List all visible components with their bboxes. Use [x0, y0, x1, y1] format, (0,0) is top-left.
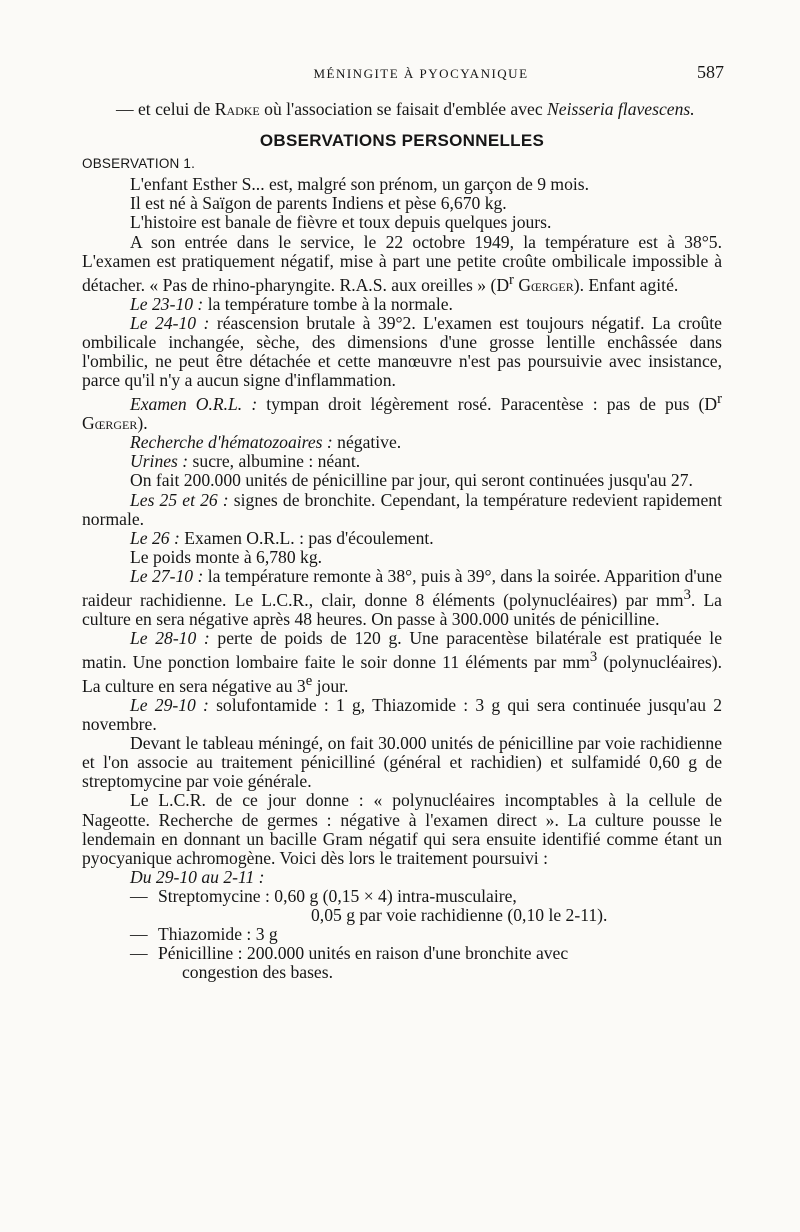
paragraph-1: L'enfant Esther S... est, malgré son prénom, un garçon de 9 mois.	[130, 174, 590, 195]
dash-mark: —	[130, 924, 148, 945]
date-lead: Les 25 et 26 :	[130, 489, 229, 510]
text-column	[82, 100, 722, 982]
species-name: Neisseria flavescens.	[547, 99, 695, 119]
treatment-text: Streptomycine : 0,60 g (0,15 × 4) intra-musculaire,	[158, 885, 517, 906]
page-number: 587	[697, 62, 724, 82]
paragraph-5	[82, 295, 722, 314]
paragraph-14	[82, 567, 722, 629]
paragraph-2: Il est né à Saïgon de parents Indiens et pèse 6,670 kg.	[130, 193, 507, 214]
paragraph-6	[82, 314, 722, 390]
paragraph-19	[82, 868, 722, 887]
intro-text-b: où l'association se faisait d'emblée avec	[259, 99, 543, 119]
paragraph-4	[82, 233, 722, 295]
paragraph-9	[82, 452, 722, 471]
paragraph-15-sup: 3	[589, 649, 598, 666]
paragraph-13: Le poids monte à 6,780 kg.	[130, 546, 323, 567]
exam-lead: Urines :	[130, 451, 189, 472]
paragraph-17: Devant le tableau méningé, on fait 30.000 unités de pénicilline par voie rachidienne et l'on associe au traitement pénicilliné (général et rachidien) et sulfamidé 0,60 g de streptomycine par voie générale.	[82, 733, 722, 792]
paragraph-6-text: réascension brutale à 39°2. L'examen est toujours négatif. La croûte ombilicale inchangée, sèche, des dimensions d'une grosse lentille enchâssée dans l'ombilic, ne peut être détachée et cette manœuvre n'est pas poursuivie avec insistance, parce qu'il n'y a aucun signe d'inflammation.	[82, 312, 722, 391]
treatment-streptomycine	[130, 887, 722, 906]
treatment-text: Pénicilline : 200.000 unités en raison d'une bronchite avec	[158, 943, 569, 964]
date-lead: Du 29-10 au 2-11 :	[130, 866, 265, 887]
paragraph-9-text: sucre, albumine : néant.	[188, 451, 361, 472]
paragraph-12	[82, 529, 722, 548]
intro-text-a: et celui de	[138, 99, 215, 119]
paragraph-14-text-a: la température remonte à 38°, puis à 39°, dans la soirée. Apparition d'une raideur rachidienne. Le L.C.R., clair, donne 8 éléments (polynucléaires) par mm	[82, 565, 722, 610]
paragraph-7-text-b: ).	[137, 413, 148, 434]
paragraph-16-text: solufontamide : 1 g, Thiazomide : 3 g qui sera continuée jusqu'au 2 novembre.	[82, 695, 722, 735]
dash-mark: —	[130, 943, 148, 964]
paragraph-7	[82, 390, 722, 433]
running-title: MÉNINGITE À PYOCYANIQUE	[313, 66, 529, 81]
treatment-thiazomide	[130, 925, 722, 944]
paragraph-3: L'histoire est banale de fièvre et toux depuis quelques jours.	[130, 212, 552, 233]
author-name-radke: Radke	[214, 99, 260, 119]
section-heading: OBSERVATIONS PERSONNELLES	[259, 131, 545, 151]
exam-lead: Recherche d'hématozoaires :	[130, 432, 333, 453]
treatment-text: Thiazomide : 3 g	[158, 924, 278, 945]
paragraph-15-text-c: jour.	[312, 675, 349, 696]
doctor-name: Gœrger	[518, 274, 574, 295]
paragraph-4-sup: r	[509, 271, 514, 288]
paragraph-15	[82, 629, 722, 696]
date-lead: Le 26 :	[130, 527, 180, 548]
paragraph-11-text: signes de bronchite. Cependant, la température redevient rapidement normale.	[82, 489, 722, 529]
paragraph-4-text-b: ). Enfant agité.	[573, 274, 679, 295]
exam-lead: Examen O.R.L. :	[130, 394, 258, 415]
paragraph-15-sup-2: e	[305, 673, 313, 690]
observation-label: OBSERVATION 1.	[82, 156, 196, 172]
date-lead: Le 24-10 :	[130, 312, 210, 333]
intro-paragraph	[82, 100, 722, 119]
paragraph-10: On fait 200.000 unités de pénicilline par jour, qui seront continuées jusqu'au 27.	[130, 470, 693, 491]
paragraph-8	[82, 433, 722, 452]
paragraph-5-text: la température tombe à la normale.	[203, 293, 453, 314]
paragraph-7-sup: r	[717, 391, 723, 408]
paragraph-7-text-a: tympan droit légèrement rosé. Paracentèse : pas de pus (D	[257, 394, 718, 415]
date-lead: Le 27-10 :	[130, 565, 204, 586]
dash-mark: —	[130, 885, 148, 906]
paragraph-4-text-a: A son entrée dans le service, le 22 octobre 1949, la température est à 38°5. L'examen est pratiquement négatif, mise à part une petite croûte ombilicale impossible à détacher. « Pas de rhino-pharyngite. R.A.S. aux oreilles » (D	[82, 231, 722, 295]
date-lead: Le 29-10 :	[130, 695, 209, 716]
paragraph-11	[82, 491, 722, 529]
paragraph-16	[82, 696, 722, 734]
treatment-streptomycine-cont: 0,05 g par voie rachidienne (0,10 le 2-11).	[311, 905, 608, 926]
treatment-penicilline	[130, 944, 722, 963]
treatment-penicilline-cont: congestion des bases.	[182, 962, 333, 983]
paragraph-14-text-b: . La culture en sera négative après 48 heures. On passe à 300.000 unités de pénicilline.	[82, 589, 722, 629]
doctor-name: Gœrger	[82, 413, 138, 434]
paragraph-12-text: Examen O.R.L. : pas d'écoulement.	[179, 527, 434, 548]
paragraph-14-sup: 3	[683, 586, 691, 603]
intro-dash: —	[116, 99, 134, 119]
date-lead: Le 23-10 :	[130, 293, 204, 314]
paragraph-15-text-b: (polynucléaires). La culture en sera négative au 3	[82, 651, 722, 696]
page-header	[118, 64, 724, 88]
paragraph-15-text-a: perte de poids de 120 g. Une paracentèse bilatérale est pratiquée le matin. Une ponction lombaire faite le soir donne 11 éléments par mm	[82, 628, 723, 672]
paragraph-18: Le L.C.R. de ce jour donne : « polynucléaires incomptables à la cellule de Nageotte. Recherche de germes : négative à l'examen direct ». La culture pousse le lendemain en donnant un bacille Gram négatif qui sera ensuite identifié comme étant un pyocyanique achromogène. Voici dès lors le traitement poursuivi :	[82, 790, 722, 868]
date-lead: Le 28-10 :	[130, 628, 210, 649]
paragraph-8-text: négative.	[332, 432, 402, 453]
